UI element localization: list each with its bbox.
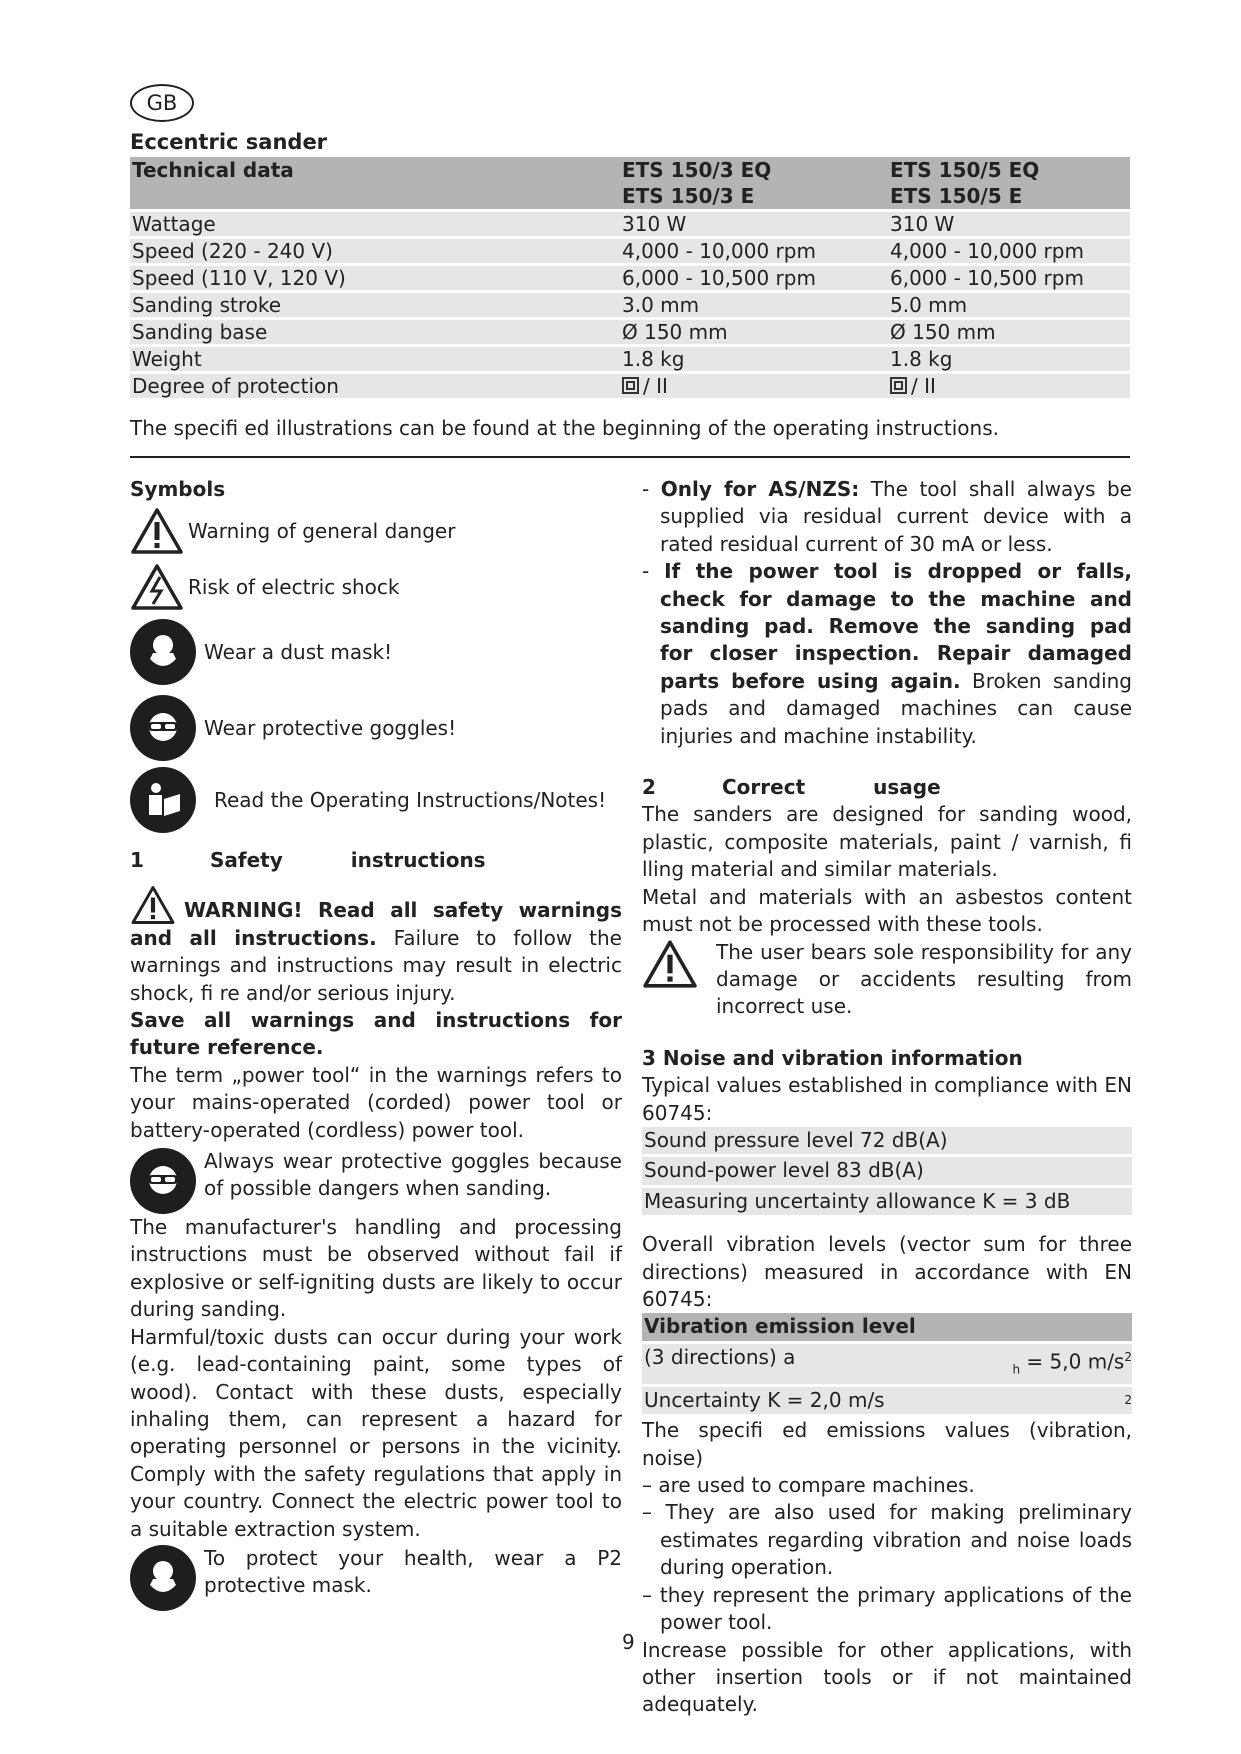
document-title: Eccentric sander [130,130,328,154]
read-manual-icon [130,767,196,833]
table-row [130,212,1130,236]
row-label: Weight [130,347,620,371]
row-value-b: 4,000 - 10,000 rpm [888,239,1130,263]
section-1-heading [130,847,622,874]
row-label: Sanding base [130,320,620,344]
row-label: Speed (110 V, 120 V) [130,266,620,290]
usage-paragraph: The sanders are designed for sanding wood, plastic, composite materials, paint / varnish, fi lling material and similar materials. [642,802,1132,882]
warning-text: Failure to follow the warnings and instructions may result in electric shock, fi re and/or serious injury. [130,925,622,1005]
row-label: Wattage [130,212,620,236]
asbestos-paragraph: Metal and materials with an asbestos content must not be processed with these tools. [642,884,1132,937]
table-header-model-a [620,157,888,209]
row-label: Sanding stroke [130,293,620,317]
language-badge: GB [130,84,194,122]
noise-row: Sound-power level 83 dB(A) [642,1157,1132,1184]
table-row [130,239,1130,263]
mask-note [130,1545,622,1611]
overall-vibration-paragraph: Overall vibration levels (vector sum for three directions) measured in accordance with EN 60745: [642,1232,1132,1311]
row-value-b: 6,000 - 10,500 rpm [888,266,1130,290]
row-value-a: 4,000 - 10,000 rpm [620,239,888,263]
symbol-item [130,767,622,833]
protection-class-icon [622,377,639,394]
emissions-paragraph: The specifi ed emissions values (vibration, noise) [642,1418,1132,1470]
drop-bold: If the power tool is dropped or falls, check for damage to the machine and sanding pad. Remove the sanding pad for closer inspection. Repair damaged parts before using again. [660,559,1132,693]
section-word2: usage [873,775,941,800]
row-value-b: 310 W [888,212,1130,236]
row-value-b [888,374,1130,398]
model-a-line2: ETS 150/3 E [622,184,755,208]
vibration-value: $_h$ = 5,0 $m/s^2$ [1012,1349,1132,1377]
row-label: Degree of protection [130,374,620,398]
asnzs-paragraph: - Only for AS/NZS: The tool shall always be supplied via residual current device with a rated residual current of 30 mA or less. [642,477,1132,556]
table-row [130,374,1130,398]
table-row [130,293,1130,317]
row-value-b: 1.8 kg [888,347,1130,371]
vibration-label: (3 directions) a [644,1344,796,1369]
drop-text: Broken sanding pads and damaged machines can cause injuries and machine instability. [660,668,1132,748]
protection-class-icon [890,377,907,394]
left-column [130,476,622,1611]
row-label: Speed (220 - 240 V) [130,239,620,263]
warning-bold: WARNING! Read all safety warnings and all instructions. [130,897,622,950]
usage-warning-text: The user bears sole responsibility for any damage or accidents resulting from incorrect use. [716,939,1132,1019]
uncertainty-sup: 2 [1124,1392,1132,1407]
section-2-heading [642,774,1132,801]
symbol-text: Warning of general danger [188,518,456,543]
emission-bullet: – They are also used for making preliminary estimates regarding vibration and noise loads during operation. [642,1500,1132,1580]
vibration-head: Vibration emission level [642,1313,1132,1340]
protection-value: / II [643,374,668,398]
illustrations-note: The specifi ed illustrations can be found at the beginning of the operating instructions. [130,416,999,440]
divider [130,456,1130,458]
noise-row: Sound pressure level 72 dB(A) [642,1127,1132,1154]
row-value-a: 1.8 kg [620,347,888,371]
right-column [642,476,1132,1719]
asnzs-bold: Only for AS/NZS: [660,477,860,501]
row-value-b: 5.0 mm [888,293,1130,317]
symbol-text: Risk of electric shock [188,574,400,599]
technical-data-table [130,154,1130,401]
symbol-text: Read the Operating Instructions/Notes! [214,787,607,812]
uncertainty-row [642,1387,1132,1414]
section-word1: Correct [722,775,806,800]
warning-triangle-icon [130,885,176,925]
page-number: 9 [622,1630,635,1654]
symbols-heading: Symbols [130,477,226,501]
section-3-heading: 3 Noise and vibration information [642,1045,1023,1070]
electric-shock-icon [130,563,184,611]
goggles-note [130,1148,622,1214]
closing-paragraph: Increase possible for other applications, with other insertion tools or if not maintained adequately. [642,1637,1132,1717]
drop-paragraph: - If the power tool is dropped or falls, check for damage to the machine and sanding pad. Remove the sanding pad for closer inspection. Repair damaged parts before using again. Broken sanding pads and damaged machines can cause injuries and machine instability. [642,559,1132,748]
warning-triangle-icon [130,507,184,555]
goggles-icon [130,1148,196,1214]
warning-triangle-icon [642,939,698,989]
table-row [130,347,1130,371]
goggles-icon [130,695,196,761]
model-b-line1: ETS 150/5 EQ [890,158,1040,182]
noise-intro: Typical values established in compliance with EN 60745: [642,1073,1132,1125]
row-value-a: 6,000 - 10,500 rpm [620,266,888,290]
table-header-label: Technical data [130,157,620,209]
symbol-text: Wear a dust mask! [204,639,393,664]
row-value-a [620,374,888,398]
dust-mask-icon [130,619,196,685]
row-value-a: 310 W [620,212,888,236]
symbol-text: Wear protective goggles! [204,715,457,740]
table-row [130,320,1130,344]
table-header-row [130,157,1130,209]
table-row [130,266,1130,290]
emission-bullet: – they represent the primary applications of the power tool. [642,1582,1132,1635]
dust-mask-icon [130,1545,196,1611]
row-value-a: 3.0 mm [620,293,888,317]
goggles-text: Always wear protective goggles because of possible dangers when sanding. [204,1149,622,1201]
section-word1: Safety [210,848,283,873]
harmful-dust-paragraph: Harmful/toxic dusts can occur during your work (e.g. lead-containing paint, some types of wood). Contact with these dusts, especially inhaling them, can represent a hazard for operating personnel or persons in the vicinity. Comply with the safety regulations that apply in your country. Connect the electric power tool to a suitable extraction system. [130,1324,622,1541]
row-value-b: Ø 150 mm [888,320,1130,344]
protection-value: / II [911,374,936,398]
uncertainty-label: Uncertainty K = 2,0 m/s [644,1387,885,1412]
symbol-item [130,619,622,685]
table-header-model-b [888,157,1130,209]
section-word2: instructions [350,848,486,873]
symbol-item [130,563,622,611]
row-value-a: Ø 150 mm [620,320,888,344]
model-b-line2: ETS 150/5 E [890,184,1023,208]
symbol-item [130,695,622,761]
warning-paragraph [130,885,622,1007]
manufacturer-paragraph: The manufacturer's handling and processing instructions must be observed without fail if explosive or self-igniting dusts are likely to occur during sanding. [130,1215,622,1322]
term-paragraph: The term „power tool“ in the warnings refers to your mains-operated (corded) power tool or battery-operated (cordless) power tool. [130,1062,622,1142]
emission-bullet: – are used to compare machines. [642,1473,975,1498]
symbol-item [130,507,622,555]
vibration-row [642,1344,1132,1384]
section-number: 2 [642,775,656,800]
usage-warning [642,939,1132,1021]
save-instructions: Save all warnings and instructions for future reference. [130,1008,622,1060]
noise-row: Measuring uncertainty allowance K = 3 dB [642,1188,1132,1215]
model-a-line1: ETS 150/3 EQ [622,158,772,182]
mask-text: To protect your health, wear a P2 protective mask. [204,1545,622,1598]
asnzs-text: The tool shall always be supplied via residual current device with a rated residual current of 30 mA or less. [660,477,1132,556]
section-number: 1 [130,848,144,873]
